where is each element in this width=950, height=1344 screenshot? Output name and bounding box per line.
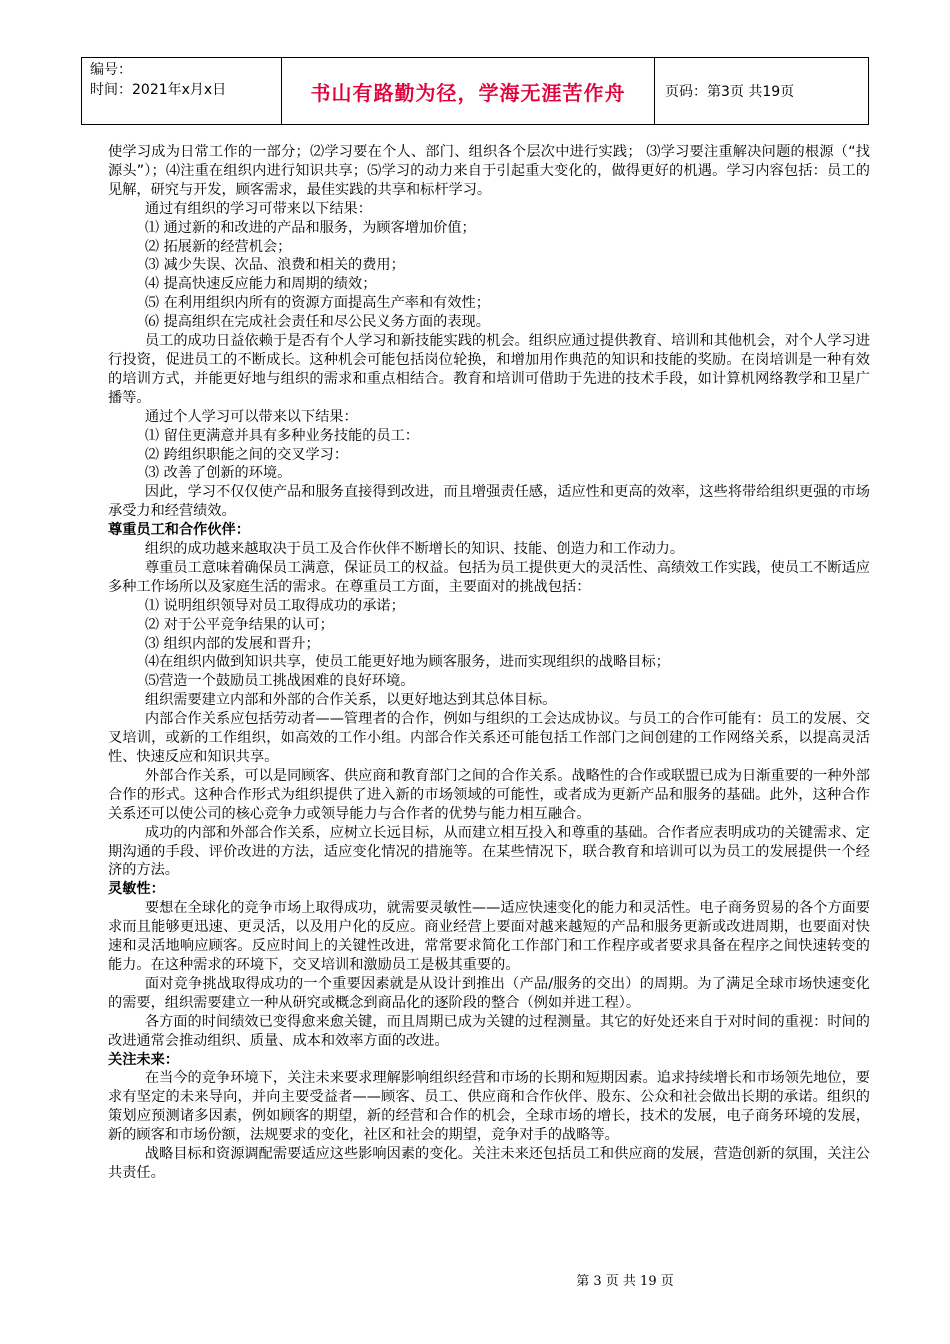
document-body (108, 143, 870, 1183)
list-item: ⑸ 在利用组织内所有的资源方面提高生产率和有效性； (144, 295, 490, 312)
list-item: ⑵ 跨组织职能之间的交叉学习： (144, 446, 349, 463)
list-item: ⑷在组织内做到知识共享，使员工能更好地为顾客服务，进而实现组织的战略目标； (144, 654, 670, 671)
paragraph: 因此，学习不仅仅使产品和服务直接得到改进，而且增强责任感，适应性和更高的效率，这些将带给组织更强的市场承受力和经营绩效。 (108, 484, 870, 520)
paragraph: 战略目标和资源调配需要适应这些影响因素的变化。关注未来还包括员工和供应商的发展，营造创新的氛围，关注公共责任。 (108, 1146, 870, 1181)
list-item: ⑴ 留住更满意并具有多种业务技能的员工： (144, 427, 419, 444)
section-heading: 尊重员工和合作伙伴： (108, 522, 250, 539)
paragraph: 内部合作关系应包括劳动者——管理者的合作，例如与组织的工会达成协议。与员工的合作可能有：员工的发展、交叉培训，或新的工作组织，如高效的工作小组。内部合作关系还可能包括工作部门之间创建的工作网络关系，以提高灵活性、快速反应和知识共享。 (108, 711, 870, 765)
paragraph: 组织需要建立内部和外部的合作关系，以更好地达到其总体目标。 (144, 692, 557, 709)
list-item: ⑸营造一个鼓励员工挑战困难的良好环境。 (144, 673, 415, 690)
list-item: ⑹ 提高组织在完成社会责任和尽公民义务方面的表现。 (144, 314, 490, 331)
list-item: ⑶ 改善了创新的环境。 (144, 465, 292, 482)
section-heading: 关注未来： (108, 1051, 179, 1068)
list-item: ⑷ 提高快速反应能力和周期的绩效； (144, 276, 377, 293)
paragraph: 外部合作关系，可以是同顾客、供应商和教育部门之间的合作关系。战略性的合作或联盟已成为日渐重要的一种外部合作的形式。这种合作形式为组织提供了进入新的市场领域的可能性，或者成为更新产品和服务的基础。此外，这种合作关系还可以使公司的核心竞争力或领导能力与合作者的优势与能力相互融合。 (108, 767, 870, 822)
paragraph: 使学习成为日常工作的一部分；⑵学习要在个人、部门、组织各个层次中进行实践； ⑶学习要注重解决问题的根源（“找源头”）；⑷注重在组织内进行知识共享；⑸学习的动力来自于引起重大变化的，做得更好的机遇。学习内容包括：员工的见解，研究与开发，顾客需求，最佳实践的共享和标杆学习。 (108, 144, 870, 198)
time-label: 时间：2021年x月x日 (90, 82, 227, 98)
number-label: 编号： (90, 62, 132, 78)
paragraph: 要想在全球化的竞争市场上取得成功，就需要灵敏性——适应快速变化的能力和灵活性。电子商务贸易的各个方面要求而且能够更迅速、更灵活，以及用户化的反应。商业经营上要面对越来越短的产品和服务更新或改进周期，也要面对快速和灵活地响应顾客。反应时间上的关键性改进，常常要求简化工作部门和工作程序或者要求具备在程序之间快速转变的能力。在这种需求的环境下，交叉培训和激励员工是极其重要的。 (108, 900, 870, 973)
header-meta (82, 58, 282, 124)
list-item: ⑶ 减少失误、次品、浪费和相关的费用； (144, 257, 405, 274)
paragraph: 成功的内部和外部合作关系，应树立长远目标，从而建立相互投入和尊重的基础。合作者应表明成功的关键需求、定期沟通的手段、评价改进的方法，适应变化情况的措施等。在某些情况下，联合教育和培训可以为员工的发展提供一个经济的方法。 (108, 824, 870, 879)
page-footer: 第 3 页 共 19 页 (576, 1274, 674, 1289)
section-heading: 灵敏性： (108, 881, 165, 898)
paragraph: 通过个人学习可以带来以下结果： (144, 408, 358, 425)
paragraph: 通过有组织的学习可带来以下结果： (144, 200, 372, 217)
paragraph: 面对竞争挑战取得成功的一个重要因素就是从设计到推出（产品/服务的交出）的周期。为了满足全球市场快速变化的需要，组织需要建立一种从研究或概念到商品化的逐阶段的整合（例如并进工程）。 (108, 975, 870, 1011)
list-item: ⑵ 拓展新的经营机会； (144, 238, 292, 255)
list-item: ⑴ 说明组织领导对员工取得成功的承诺； (144, 597, 405, 614)
header-motto: 书山有路勤为径，学海无涯苦作舟 (282, 58, 655, 124)
paragraph: 尊重员工意味着确保员工满意，保证员工的权益。包括为员工提供更大的灵活性、高绩效工作实践，使员工不断适应多种工作场所以及家庭生活的需求。在尊重员工方面，主要面对的挑战包括： (108, 559, 870, 595)
paragraph: 在当今的竞争环境下，关注未来要求理解影响组织经营和市场的长期和短期因素。追求持续增长和市场领先地位，要求有坚定的未来导向，并向主要受益者——顾客、员工、供应商和合作伙伴、股东、公众和社会做出长期的承诺。组织的策划应预测诸多因素，例如顾客的期望，新的经营和合作的机会，全球市场的增长，技术的发展，电子商务环境的发展，新的顾客和市场份额，法规要求的变化，社区和社会的期望，竞争对手的战略等。 (108, 1070, 870, 1144)
header-page-info: 页码：第3页 共19页 (665, 84, 795, 100)
list-item: ⑵ 对于公平竞争结果的认可； (144, 616, 334, 633)
list-item: ⑴ 通过新的和改进的产品和服务，为顾客增加价值； (144, 219, 476, 236)
paragraph: 组织的成功越来越取决于员工及合作伙伴不断增长的知识、技能、创造力和工作动力。 (144, 541, 685, 558)
paragraph: 员工的成功日益依赖于是否有个人学习和新技能实践的机会。组织应通过提供教育、培训和其他机会，对个人学习进行投资，促进员工的不断成长。这种机会可能包括岗位轮换，和增加用作典范的知识和技能的奖励。在岗培训是一种有效的培训方式，并能更好地与组织的需求和重点相结合。教育和培训可借助于先进的技术手段，如计算机网络教学和卫星广播等。 (108, 333, 870, 406)
list-item: ⑶ 组织内部的发展和晋升； (144, 635, 320, 652)
page-header (81, 57, 869, 125)
paragraph: 各方面的时间绩效已变得愈来愈关键，而且周期已成为关键的过程测量。其它的好处还来自于对时间的重视：时间的改进通常会推动组织、质量、成本和效率方面的改进。 (108, 1013, 870, 1049)
